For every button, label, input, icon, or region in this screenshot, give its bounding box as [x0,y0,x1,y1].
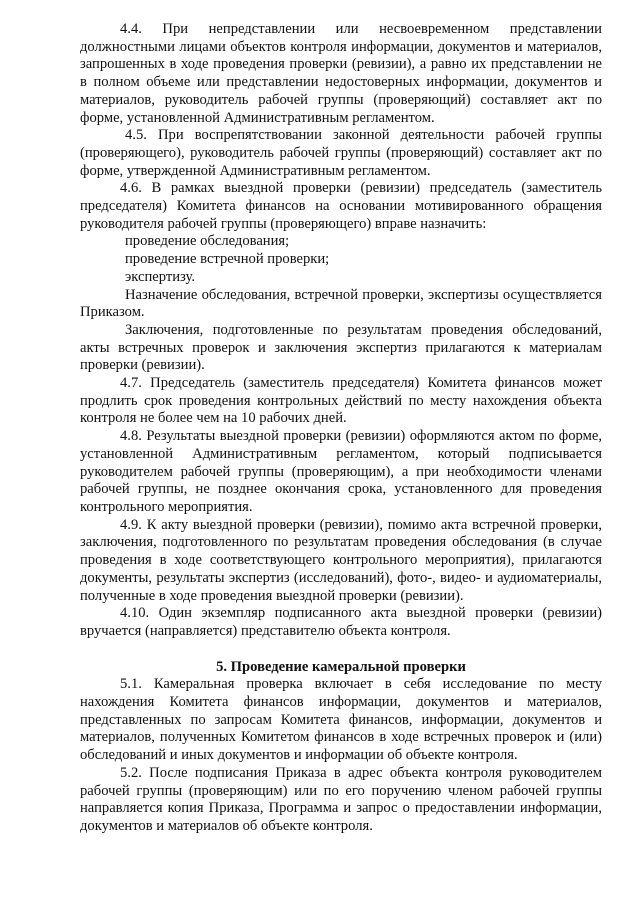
paragraph-5-1: 5.1. Камеральная проверка включает в себя исследование по месту нахождения Комитета финансов информации, документов и материалов, представленных по запросам Комитета финансов, информации, документов и материалов, полученных Комитетом финансов в ходе встречных проверок и (или) обследований и иных документов и информации об объекте контроля. [80,676,602,764]
list-item-inspection: проведение обследования; [125,233,290,250]
paragraph-conclusions: Заключения, подготовленные по результатам проведения обследований, акты встречных проверок и заключения экспертиз прилагаются к материалам проверки (ревизии). [80,321,602,374]
paragraph-4-9: 4.9. К акту выездной проверки (ревизии), помимо акта встречной проверки, заключения, подготовленного по результатам проведения обследования (в случае проведения в ходе соответствующего контрольного мероприятия), прилагаются документы, результаты экспертиз (исследований), фото-, видео- и аудиоматериалы, полученные в ходе проведения выездной проверки (ревизии). [80,516,602,604]
list-item-expertise: экспертизу. [125,268,195,285]
paragraph-4-6: 4.6. В рамках выездной проверки (ревизии) председатель (заместитель председателя) Комитета финансов на основании мотивированного обращения руководителя рабочей группы (проверяющего) вправе назначить: [80,180,602,232]
list-item-counter-check: проведение встречной проверки; [125,251,330,268]
paragraph-appointment: Назначение обследования, встречной проверки, экспертизы осуществляется Приказом. [80,286,602,321]
paragraph-4-8: 4.8. Результаты выездной проверки (ревизии) оформляются актом по форме, установленной Административным регламентом, который подписывается руководителем рабочей группы (проверяющим), а при необходимости членами рабочей группы, не позднее окончания срока, установленного для проведения контрольного мероприятия. [80,428,602,515]
document-page [80,21,602,836]
section-heading: 5. Проведение камеральной проверки [216,658,466,675]
paragraph-4-4: 4.4. При непредставлении или несвоевременном представлении должностными лицами объектов контроля информации, документов и материалов, запрошенных в ходе проведения проверки (ревизии), а равно их представлении не в полном объеме или представлении недостоверных информации, документов и материалов, руководитель рабочей группы (проверяющий) составляет акт по форме, установленной Административным регламентом. [80,21,602,126]
paragraph-4-7: 4.7. Председатель (заместитель председателя) Комитета финансов может продлить срок проведения контрольных действий по месту нахождения объекта контроля не более чем на 10 рабочих дней. [80,375,602,427]
paragraph-5-2: 5.2. После подписания Приказа в адрес объекта контроля руководителем рабочей группы (проверяющим) или по его поручению членом рабочей группы направляется копия Приказа, Программа и запрос о предоставлении информации, документов и материалов об объекте контроля. [80,764,602,834]
paragraph-4-5: 4.5. При воспрепятствовании законной деятельности рабочей группы (проверяющего), руководитель рабочей группы (проверяющий) составляет акт по форме, утвержденной Административным регламентом. [80,127,602,179]
paragraph-4-10: 4.10. Один экземпляр подписанного акта выездной проверки (ревизии) вручается (направляется) представителю объекта контроля. [80,605,602,639]
